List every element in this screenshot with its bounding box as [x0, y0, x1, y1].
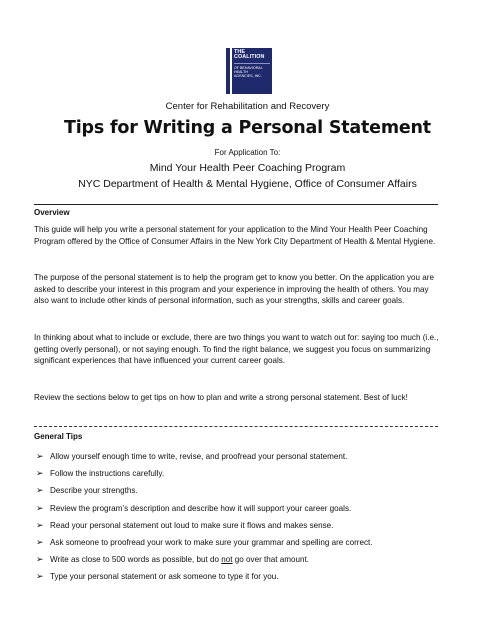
- overview-divider: [34, 204, 438, 205]
- tip-text: Allow yourself enough time to write, revise, and proofread your personal statement.: [50, 452, 348, 462]
- tip-text: Describe your strengths.: [50, 486, 138, 496]
- center-name: Center for Rehabilitation and Recovery: [165, 101, 330, 112]
- logo-line-3: OF BEHAVIORAL: [234, 65, 263, 70]
- overview-heading: Overview: [34, 208, 70, 217]
- list-item: [36, 568, 456, 585]
- tip-text: Ask someone to proofread your work to make sure your grammar and spelling are correct.: [50, 538, 373, 548]
- logo-accent-bar: [226, 48, 230, 94]
- arrow-bullet-icon: ➢: [36, 571, 44, 582]
- tip-text: Read your personal statement out loud to make sure it flows and makes sense.: [50, 520, 334, 530]
- tip-text-after: go over that amount.: [232, 555, 310, 565]
- paragraph-text: The purpose of the personal statement is to help the program get to know you better. On the application you are asked to describe your interest in this program and your experience in improving the health of others. You may also want to include other kinds of personal information, such as your strengths, skills and career goals.: [34, 273, 434, 306]
- logo-block: [232, 48, 272, 94]
- page-title: Tips for Writing a Personal Statement: [64, 118, 431, 138]
- list-item: [36, 448, 456, 465]
- tips-divider: [34, 426, 438, 427]
- department-name: NYC Department of Health & Mental Hygiene, Office of Consumer Affairs: [78, 178, 417, 190]
- list-item: [36, 500, 456, 517]
- arrow-bullet-icon: ➢: [36, 537, 44, 548]
- paragraph-text: This guide will help you write a personal statement for your application to the Mind Your Health Peer Coaching Program offered by the Office of Consumer Affairs in the New York City Department of Health & Mental Hygiene.: [34, 225, 436, 246]
- overview-paragraph-1: [34, 224, 442, 247]
- overview-paragraph-4: [34, 392, 442, 404]
- logo-line-2: COALITION: [234, 54, 265, 61]
- tip-text-before: Write as close to 500 words as possible, but do: [50, 555, 222, 565]
- list-item: [36, 551, 456, 568]
- list-item: [36, 482, 456, 499]
- overview-paragraph-2: [34, 272, 442, 307]
- tip-text: Review the program’s description and describe how it will support your career goals.: [50, 503, 352, 513]
- arrow-bullet-icon: ➢: [36, 554, 44, 565]
- logo-line-1: THE: [234, 49, 246, 55]
- logo-line-5: AGENCIES, INC.: [234, 74, 262, 79]
- tip-text: Type your personal statement or ask someone to type it for you.: [50, 572, 279, 582]
- arrow-bullet-icon: ➢: [36, 519, 44, 530]
- general-tips-list: [36, 448, 456, 586]
- tip-text: Follow the instructions carefully.: [50, 469, 165, 479]
- for-application-label: For Application To:: [214, 148, 281, 157]
- overview-paragraph-3: [34, 332, 442, 367]
- general-tips-heading: General Tips: [34, 432, 83, 441]
- tip-text-underlined: not: [221, 555, 233, 565]
- coalition-logo: [226, 48, 272, 94]
- arrow-bullet-icon: ➢: [36, 502, 44, 513]
- logo-divider: [234, 63, 270, 64]
- list-item: [36, 517, 456, 534]
- arrow-bullet-icon: ➢: [36, 451, 44, 462]
- tip-text: [50, 555, 309, 564]
- paragraph-text: In thinking about what to include or exclude, there are two things you want to watch out for: saying too much (i.e., getting overly personal), or not saying enough. To find the right balance, we suggest you focus on summarizing significant experiences that have influenced your current career goals.: [34, 333, 439, 366]
- list-item: [36, 465, 456, 482]
- logo-line-4: HEALTH: [234, 69, 248, 74]
- list-item: [36, 534, 456, 551]
- arrow-bullet-icon: ➢: [36, 485, 44, 496]
- program-name: Mind Your Health Peer Coaching Program: [149, 162, 346, 174]
- arrow-bullet-icon: ➢: [36, 468, 44, 479]
- paragraph-text: Review the sections below to get tips on how to plan and write a strong personal statement. Best of luck!: [34, 393, 408, 402]
